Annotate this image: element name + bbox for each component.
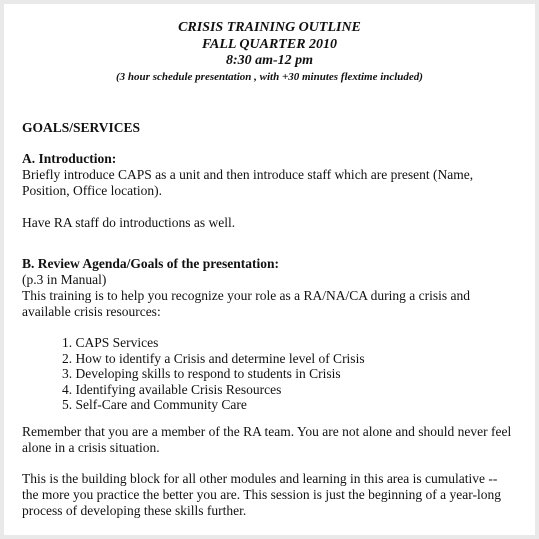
manual-reference: (p.3 in Manual) [22, 272, 107, 287]
introduction-heading: A. Introduction: [22, 151, 117, 166]
remember-line-2: alone in a crisis situation. [22, 440, 160, 455]
closing-line-3: process of developing these skills further. [22, 503, 247, 518]
document-title: CRISIS TRAINING OUTLINE [178, 20, 361, 35]
closing-line-1: This is the building block for all other modules and learning in this area is cumulative -- [22, 471, 498, 486]
goals-heading: GOALS/SERVICES [22, 120, 141, 135]
agenda-heading: B. Review Agenda/Goals of the presentation: [22, 256, 279, 271]
section-introduction [22, 151, 527, 231]
introduction-note: Have RA staff do introductions as well. [22, 215, 236, 230]
introduction-body-line-1: Briefly introduce CAPS as a unit and then introduce staff which are present (Name, [22, 167, 474, 182]
list-item: 2. How to identify a Crisis and determine level of Crisis [62, 350, 365, 366]
list-item: 5. Self-Care and Community Care [62, 397, 247, 412]
list-item: 1. CAPS Services [62, 335, 159, 350]
list-item: 4. Identifying available Crisis Resources [62, 381, 282, 397]
remember-line-1: Remember that you are a member of the RA team. You are not alone and should never feel [22, 424, 512, 439]
section-remember [22, 424, 527, 456]
document-header [4, 20, 535, 84]
list-item: 3. Developing skills to respond to students in Crisis [62, 366, 341, 381]
section-agenda [22, 256, 527, 320]
time-line: 8:30 am-12 pm [225, 53, 314, 68]
document-page [4, 4, 535, 535]
section-closing [22, 471, 527, 519]
introduction-body-line-2: Position, Office location). [22, 183, 162, 198]
agenda-list [62, 335, 365, 413]
quarter-line: FALL QUARTER 2010 [201, 36, 338, 52]
agenda-intro-line-1: This training is to help you recognize your role as a RA/NA/CA during a crisis and [22, 288, 471, 303]
closing-line-2: the more you practice the better you are. This session is just the beginning of a year-long [22, 487, 501, 502]
schedule-note: (3 hour schedule presentation , with +30 minutes flextime included) [116, 70, 423, 83]
agenda-intro-line-2: available crisis resources: [22, 304, 161, 319]
